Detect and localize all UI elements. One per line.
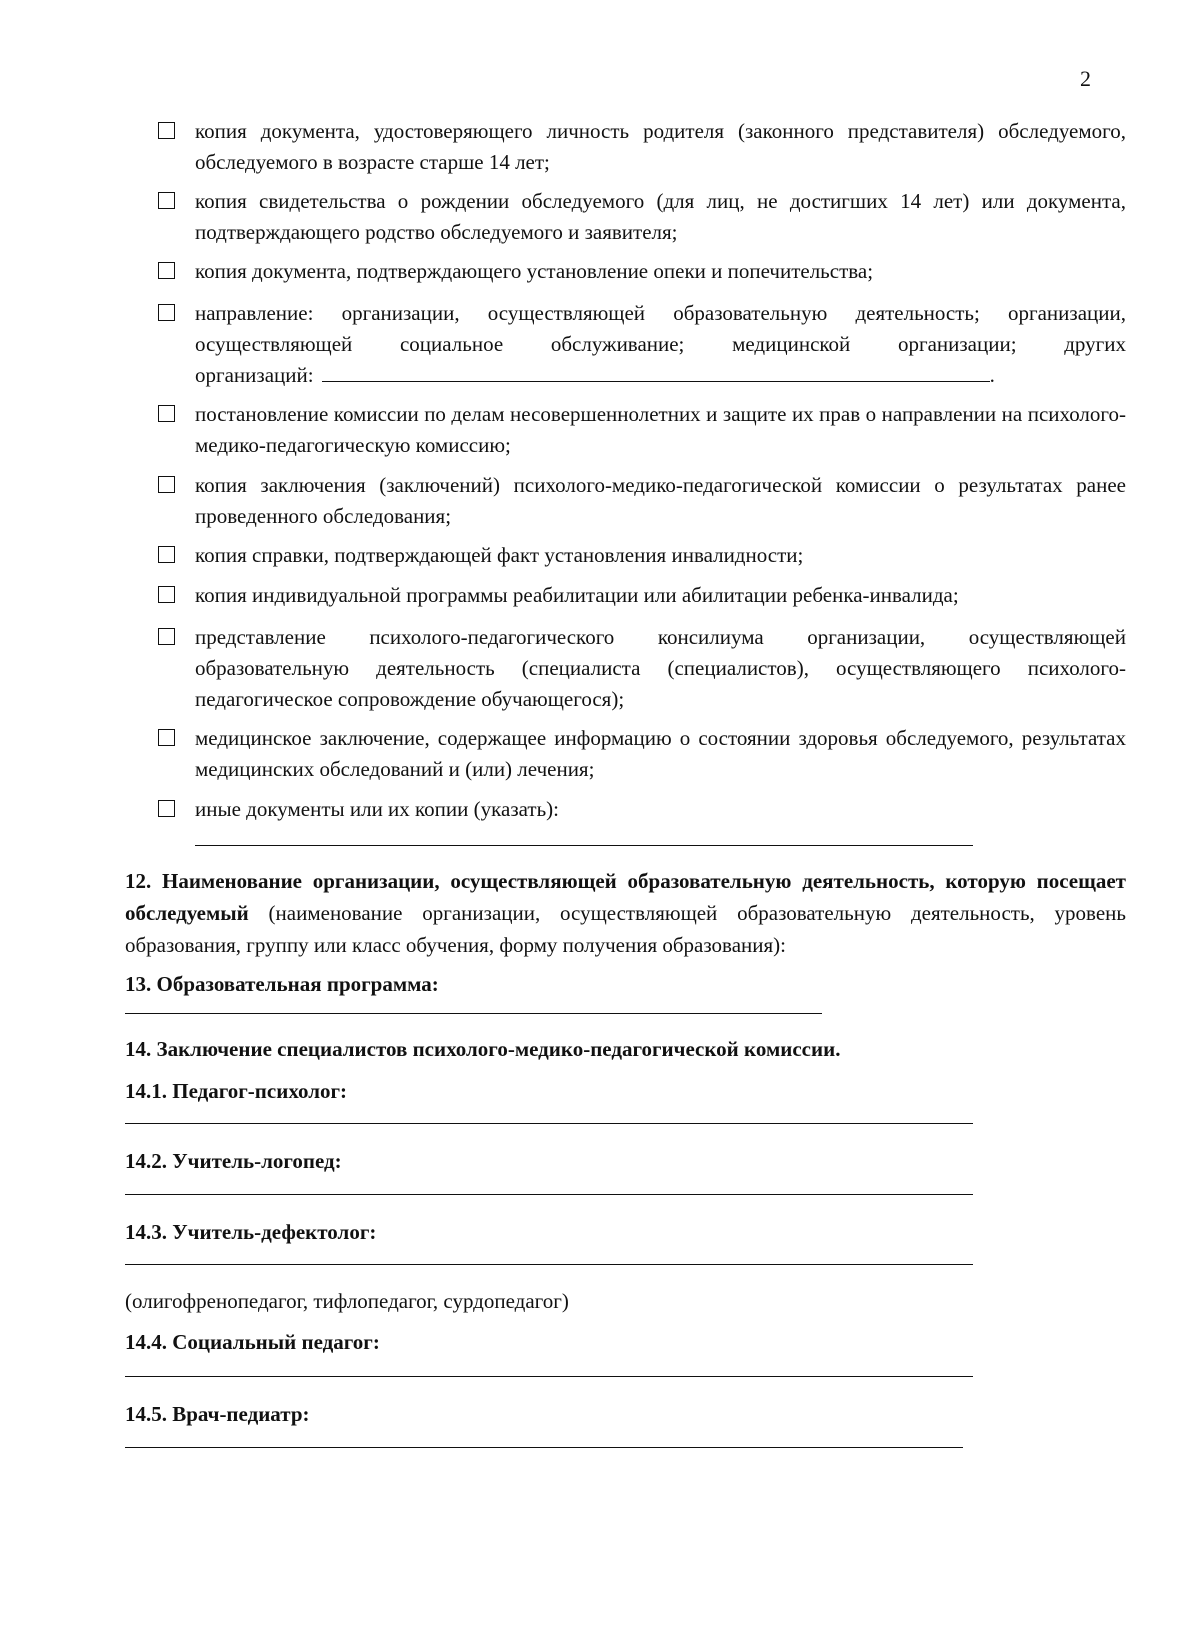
item-text: копия документа, подтверждающего установление опеки и попечительства; — [195, 259, 874, 283]
list-item — [158, 540, 1126, 571]
section-14-3-note: (олигофренопедагог, тифлопедагог, сурдопедагог) — [125, 1289, 569, 1313]
section-14-5-heading: 14.5. Врач-педиатр: — [125, 1402, 310, 1426]
checkbox[interactable] — [158, 800, 175, 817]
fill-in-line[interactable] — [125, 1376, 973, 1377]
item-text: иные документы или их копии (указать): — [195, 797, 560, 821]
list-item — [158, 186, 1126, 248]
checkbox[interactable] — [158, 586, 175, 603]
page-number: 2 — [1080, 66, 1091, 91]
list-item — [158, 580, 1126, 611]
list-item — [158, 622, 1126, 715]
list-item — [158, 399, 1126, 461]
list-item — [158, 723, 1126, 785]
item-text: медицинское заключение, содержащее информацию о состоянии здоровья обследуемого, результатах медицинских обследований и (или) лечения; — [195, 726, 1126, 781]
item-text: направление: организации, осуществляющей образовательную деятельность; организации, осуществляющей социальное обслуживание; медицинской организации; других — [195, 301, 1126, 356]
checkbox[interactable] — [158, 405, 175, 422]
list-item — [158, 470, 1126, 532]
section-12-heading: 12. Наименование организации, осуществляющей образовательную деятельность, которую посещает обследуемый — [125, 869, 1126, 925]
checkbox[interactable] — [158, 192, 175, 209]
checkbox[interactable] — [158, 729, 175, 746]
item-text: копия свидетельства о рождении обследуемого (для лиц, не достигших 14 лет) или документа, подтверждающего родство обследуемого и заявителя; — [195, 189, 1126, 244]
section-14-2-heading: 14.2. Учитель-логопед: — [125, 1149, 342, 1173]
checkbox[interactable] — [158, 476, 175, 493]
section-14-3-heading: 14.3. Учитель-дефектолог: — [125, 1220, 377, 1244]
item-text: копия справки, подтверждающей факт установления инвалидности; — [195, 543, 804, 567]
fill-in-line[interactable] — [125, 1013, 822, 1014]
item-tail-end: . — [989, 363, 995, 387]
checkbox[interactable] — [158, 304, 175, 321]
item-tail-label: организаций: — [195, 363, 314, 387]
list-item — [158, 794, 1126, 825]
item-text: представление психолого-педагогического консилиума организации, осуществляющей образовательную деятельность (специалиста (специалистов), осуществляющего психолого-педагогическое сопровождение обучающегося); — [195, 625, 1126, 711]
list-item — [158, 256, 1126, 287]
fill-in-line[interactable] — [125, 1447, 963, 1448]
fill-in-line[interactable] — [322, 363, 990, 382]
fill-in-line[interactable] — [125, 1264, 973, 1265]
section-14-4-heading: 14.4. Социальный педагог: — [125, 1330, 380, 1354]
section-12-hint: (наименование организации, осуществляющей образовательную деятельность, уровень образования, группу или класс обучения, форму получения образования): — [125, 901, 1126, 957]
item-text: копия заключения (заключений) психолого-медико-педагогической комиссии о результатах ранее проведенного обследования; — [195, 473, 1126, 528]
section-14-1-heading: 14.1. Педагог-психолог: — [125, 1079, 348, 1103]
section-13-heading: 13. Образовательная программа: — [125, 972, 439, 996]
checkbox[interactable] — [158, 262, 175, 279]
fill-in-line[interactable] — [125, 1123, 973, 1124]
section-14-heading: 14. Заключение специалистов психолого-медико-педагогической комиссии. — [125, 1037, 841, 1061]
item-text-tail — [195, 360, 1126, 391]
item-text: копия индивидуальной программы реабилитации или абилитации ребенка-инвалида; — [195, 583, 959, 607]
checkbox[interactable] — [158, 546, 175, 563]
item-text: копия документа, удостоверяющего личность родителя (законного представителя) обследуемого, обследуемого в возрасте старше 14 лет; — [195, 119, 1126, 174]
checkbox[interactable] — [158, 122, 175, 139]
fill-in-line[interactable] — [195, 845, 973, 846]
list-item — [158, 298, 1126, 391]
fill-in-line[interactable] — [125, 1194, 973, 1195]
item-text: постановление комиссии по делам несовершеннолетних и защите их прав о направлении на психолого-медико-педагогическую комиссию; — [195, 402, 1126, 457]
checkbox[interactable] — [158, 628, 175, 645]
list-item — [158, 116, 1126, 178]
section-12 — [125, 865, 1126, 961]
